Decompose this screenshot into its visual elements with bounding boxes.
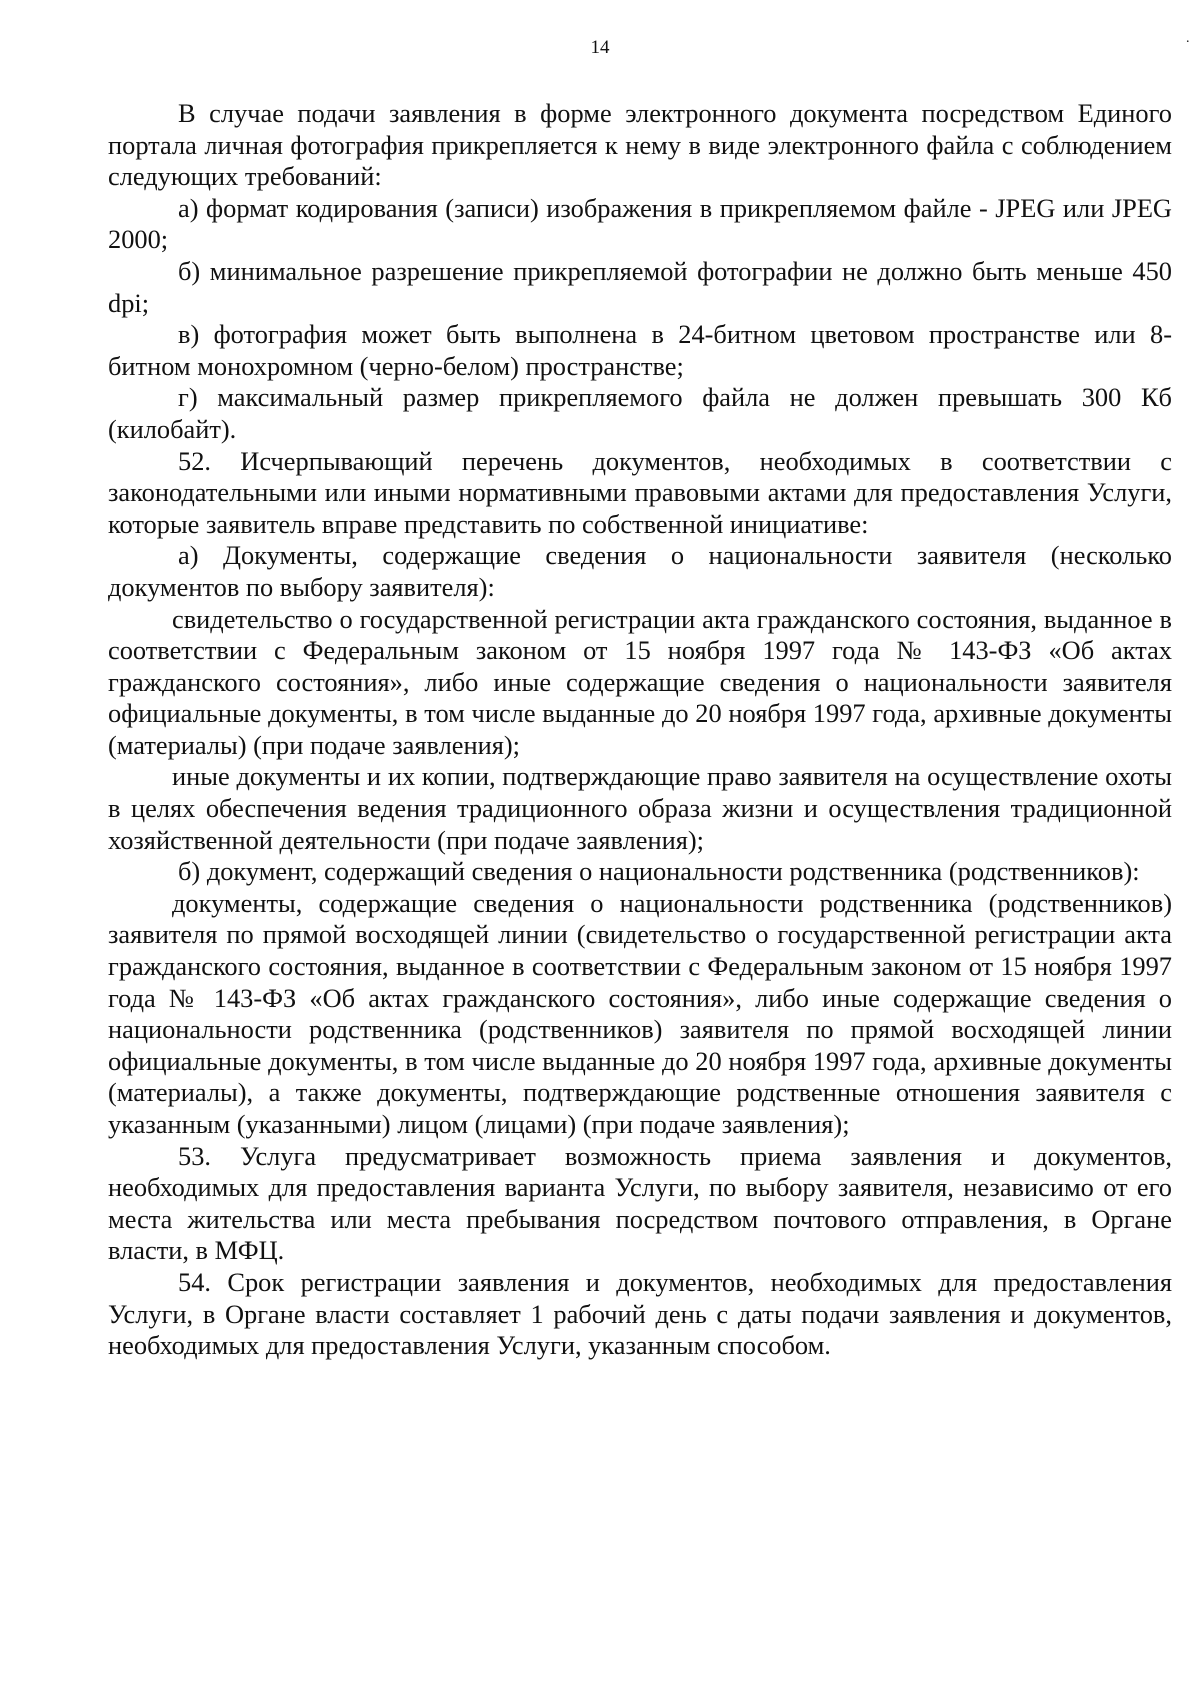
paragraph-color-space: в) фотография может быть выполнена в 24-битном цветовом пространстве или 8-битном монохромном (черно-белом) пространстве;	[108, 319, 1172, 381]
document-body	[108, 98, 1172, 1362]
paragraph-item-52: 52. Исчерпывающий перечень документов, необходимых в соответствии с законодательными или иными нормативными правовыми актами для предоставления Услуги, которые заявитель вправе представить по собственной инициативе:	[108, 445, 1172, 539]
page-number: 14	[590, 37, 610, 58]
paragraph-format-jpeg: а) формат кодирования (записи) изображения в прикрепляемом файле - JPEG или JPEG 2000;	[108, 192, 1172, 255]
paragraph-hunting-right-documents: иные документы и их копии, подтверждающие право заявителя на осуществление охоты в целях обеспечения ведения традиционного образа жизни и осуществления традиционной хозяйственной деятельности (при подаче заявления);	[108, 761, 1172, 855]
paragraph-item-54: 54. Срок регистрации заявления и документов, необходимых для предоставления Услуги, в Органе власти составляет 1 рабочий день с даты подачи заявления и документов, необходимых для предоставления Услуги, указанным способом.	[108, 1266, 1172, 1361]
scan-mark: .	[1186, 31, 1190, 46]
paragraph-item-53: 53. Услуга предусматривает возможность приема заявления и документов, необходимых для предоставления варианта Услуги, по выбору заявителя, независимо от его места жительства или места пребывания посредством почтового отправления, в Органе власти, в МФЦ.	[108, 1140, 1172, 1266]
paragraph-civil-registration-certificate: свидетельство о государственной регистрации акта гражданского состояния, выданное в соответствии с Федеральным законом от 15 ноября 1997 года № 143-ФЗ «Об актах гражданского состояния», либо иные содержащие сведения о национальности заявителя официальные документы, в том числе выданные до 20 ноября 1997 года, архивные документы (материалы) (при подаче заявления);	[108, 603, 1172, 760]
paragraph-52-b: б) документ, содержащий сведения о национальности родственника (родственников):	[178, 856, 1140, 887]
paragraph-max-file-size: г) максимальный размер прикрепляемого файла не должен превышать 300 Кб (килобайт).	[108, 382, 1172, 444]
paragraph-min-resolution: б) минимальное разрешение прикрепляемой фотографии не должно быть меньше 450 dpi;	[108, 255, 1172, 318]
paragraph-relatives-documents: документы, содержащие сведения о национальности родственника (родственников) заявителя по прямой восходящей линии (свидетельство о государственной регистрации акта гражданского состояния, выданное в соответствии с Федеральным законом от 15 ноября 1997 года № 143-ФЗ «Об актах гражданского состояния», либо иные содержащие сведения о национальности родственника (родственников) заявителя по прямой восходящей линии официальные документы, в том числе выданные до 20 ноября 1997 года, архивные документы (материалы), а также документы, подтверждающие родственные отношения заявителя с указанным (указанными) лицом (лицами) (при подаче заявления);	[108, 887, 1172, 1139]
paragraph-52-a: а) Документы, содержащие сведения о национальности заявителя (несколько документов по выбору заявителя):	[108, 540, 1172, 602]
paragraph-photo-requirements-intro: В случае подачи заявления в форме электронного документа посредством Единого портала личная фотография прикрепляется к нему в виде электронного файла с соблюдением следующих требований:	[108, 98, 1172, 192]
